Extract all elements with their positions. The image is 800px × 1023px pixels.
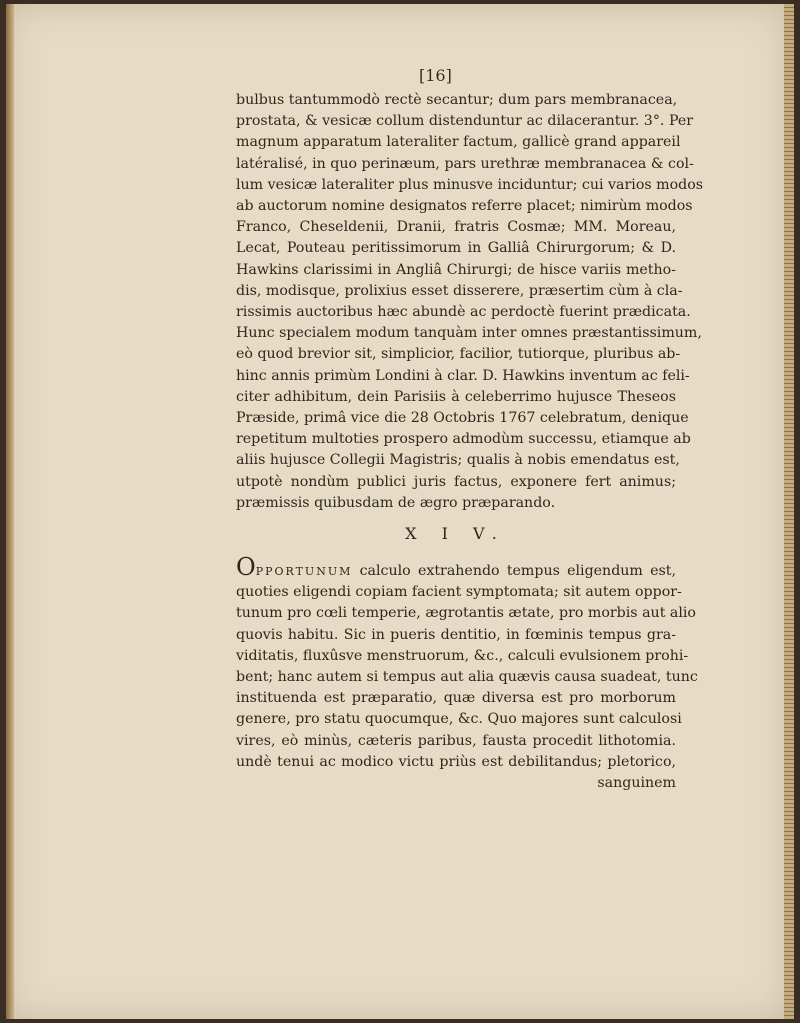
text-line: dis, modisque, prolixius esset disserere, præsertim cùm à cla- <box>236 282 683 299</box>
first-line-rest: calculo extrahendo tempus eligendum est, <box>352 563 676 579</box>
text-line: Præside, primâ vice die 28 Octobris 1767 celebratum, denique <box>236 410 689 427</box>
text-line: hinc annis primùm Londini à clar. D. Hawkins inventum ac feli- <box>236 367 690 384</box>
text-line: tunum pro cœli temperie, ægrotantis ætate, pro morbis aut alio <box>236 605 696 622</box>
text-line-first <box>236 553 676 582</box>
text-line: rissimis auctoribus hæc abundè ac perdoctè fuerint prædicata. <box>236 304 691 321</box>
page-binding <box>6 4 14 1019</box>
text-line: prostata, & vesicæ collum distenduntur ac dilacerantur. 3°. Per <box>236 113 694 130</box>
text-line: citer adhibitum, dein Parisiis à celeberrimo hujusce Thesеos <box>236 388 676 405</box>
text-line: bent; hanc autem si tempus aut alia quævis causa suadeat, tunc <box>236 669 698 686</box>
book-page <box>6 4 794 1019</box>
text-line: instituenda est præparatio, quæ diversa est pro morborum <box>236 690 676 707</box>
text-line: genere, pro statu quocumque, &c. Quo majores sunt calculosi <box>236 711 682 728</box>
text-line: quoties eligendi copiam facient symptomata; sit autem oppor- <box>236 584 682 601</box>
text-line: bulbus tantummodò rectè secantur; dum pars membranacea, <box>236 92 678 108</box>
drop-cap: O <box>236 553 256 581</box>
text-line: Hawkins clarissimi in Angliâ Chirurgi; de hisce variis metho- <box>236 261 676 278</box>
text-line: præmissis quibusdam de ægro præparando. <box>236 494 556 511</box>
text-line: Lecat, Pouteau peritissimorum in Galliâ Chirurgorum; & D. <box>236 240 676 257</box>
text-line: aliis hujusce Collegii Magistris; qualis à nobis emendatus est, <box>236 452 680 469</box>
text-line: undè tenui ac modico victu priùs est debilitandus; pletorico, <box>236 753 676 770</box>
section-heading: X I V. <box>405 524 507 543</box>
text-line: magnum apparatum lateraliter factum, gallicè grand appareil <box>236 134 681 151</box>
text-line: eò quod brevior sit, simplicior, facilior, tutiorque, pluribus ab- <box>236 346 681 363</box>
text-line: quovis habitu. Sic in pueris dentitio, in fœminis tempus gra- <box>236 626 676 643</box>
text-line: utpotè nondùm publici juris factus, exponere fert animus; <box>236 473 676 490</box>
small-caps-word: PPORTUNUM <box>255 565 353 578</box>
text-line: Franco, Cheseldenii, Dranii, fratris Cosmæ; MM. Moreau, <box>236 219 676 236</box>
paragraph-section-xiv <box>236 553 698 794</box>
page-edge <box>784 4 794 1019</box>
text-line: viditatis, fluxûsve menstruorum, &c., calculi evulsionem prohi- <box>236 647 689 664</box>
text-line: ab auctorum nomine designatos referre placet; nimirùm modos <box>236 198 693 215</box>
page-number: [16] <box>419 66 452 85</box>
paragraph-continued <box>236 90 704 514</box>
text-line: repetitum multoties prospero admodùm successu, etiamque ab <box>236 431 691 448</box>
catchword: sanguinem <box>597 775 676 792</box>
text-line: Hunc specialem modum tanquàm inter omnes præstantissimum, <box>236 325 702 342</box>
text-line: vires, eò minùs, cæteris paribus, fausta procedit lithotomia. <box>236 732 676 749</box>
text-line: latéralisé, in quo perinæum, pars urethræ membranacea & col- <box>236 155 694 172</box>
text-line: lum vesicæ lateraliter plus minusve inciduntur; cui varios modos <box>236 176 704 193</box>
